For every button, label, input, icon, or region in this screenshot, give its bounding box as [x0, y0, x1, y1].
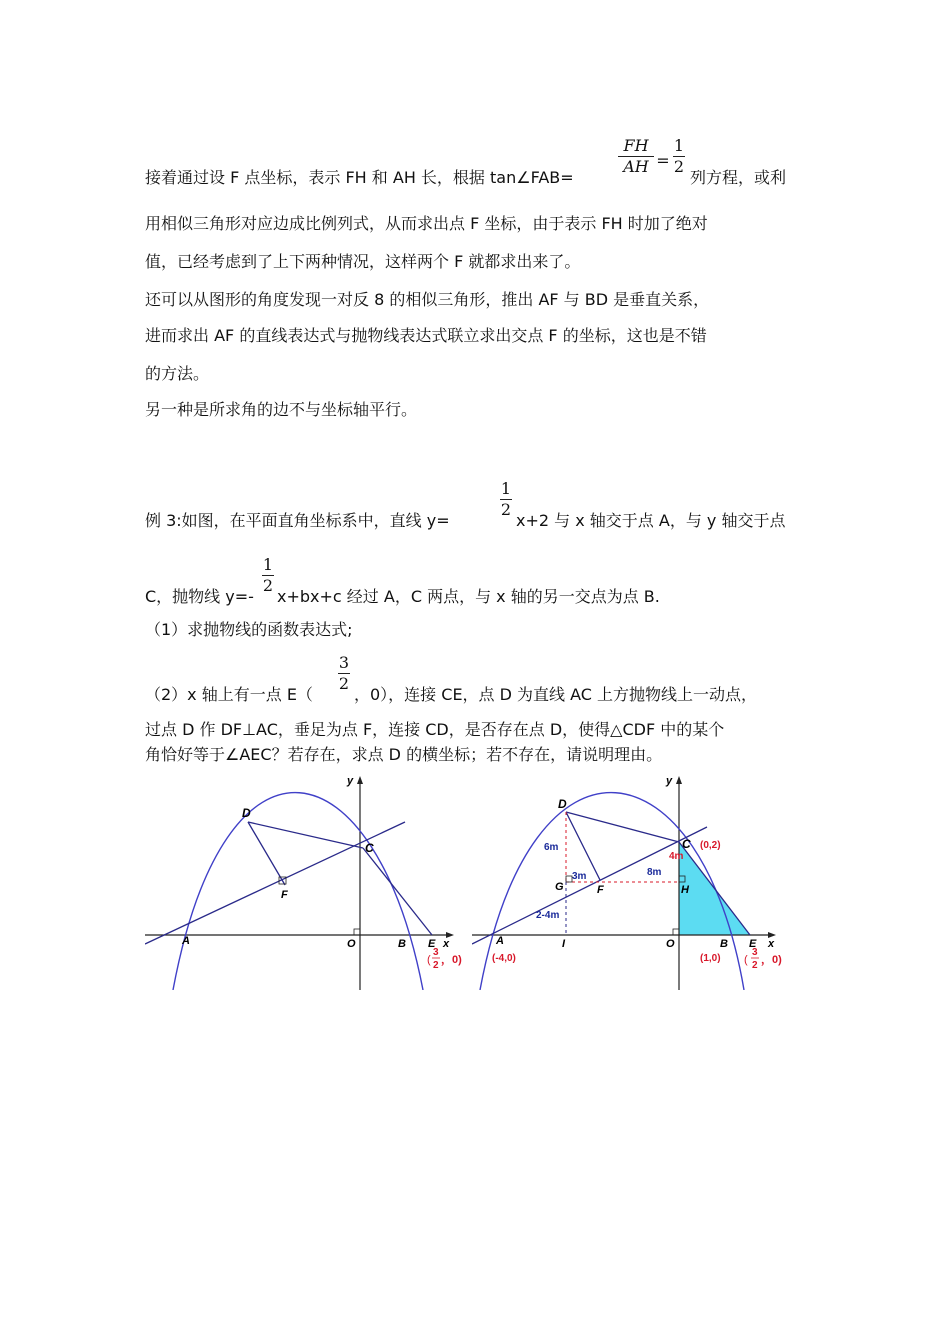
label-8m: 8m [647, 867, 662, 878]
label-2-4m: 2-4m [536, 910, 560, 921]
fraction-fh-ah [618, 137, 654, 176]
label-a: A [496, 935, 504, 947]
label-x: x [443, 938, 450, 950]
para2-line3: 的方法。 [145, 364, 210, 383]
question-1: （1）求抛物线的函数表达式; [145, 620, 353, 639]
label-b: B [398, 938, 406, 950]
label-g: G [555, 881, 564, 893]
para1-line3: 值，已经考虑到了上下两种情况，这样两个 F 就都求出来了。 [145, 252, 581, 271]
question-2-pre: （2）x 轴上有一点 E（ [145, 685, 313, 704]
label-e-num: 3 [752, 947, 758, 958]
figure-1 [145, 772, 475, 990]
example-line2-pre: C，抛物线 y=- [145, 587, 254, 606]
example-line1-post: x+2 与 x 轴交于点 A，与 y 轴交于点 [516, 511, 786, 530]
parabola-curve [173, 793, 423, 990]
label-e-den: 2 [433, 960, 439, 971]
label-e: E [749, 938, 757, 950]
example-line2-post: x+bx+c 经过 A，C 两点，与 x 轴的另一交点为点 B. [277, 587, 660, 606]
label-f: F [281, 889, 288, 901]
label-6m: 6m [544, 842, 559, 853]
segment-df [248, 822, 285, 885]
label-h: H [681, 884, 689, 896]
label-3m: 3m [572, 871, 587, 882]
para3-line1: 另一种是所求角的边不与坐标轴平行。 [145, 400, 418, 419]
fraction-denominator: 2 [500, 500, 512, 519]
fraction-q2 [338, 654, 350, 693]
fraction-denominator: 2 [338, 674, 350, 693]
para1-line1-post: 列方程，或利 [690, 168, 787, 187]
fraction-numerator: FH [623, 136, 649, 155]
fraction-denominator: 2 [262, 576, 274, 595]
question-2-line2: 过点 D 作 DF⊥AC，垂足为点 F，连接 CD，是否存在点 D，使得△CDF 中的某个 [145, 720, 725, 739]
fraction-numerator: 3 [338, 653, 350, 672]
fraction-denominator: AH [623, 157, 649, 176]
label-e-open: ( [427, 954, 431, 966]
label-d: D [242, 806, 251, 820]
label-f: F [597, 884, 604, 896]
fraction-eq [656, 152, 670, 170]
label-b-coord: (1,0) [700, 953, 721, 964]
right-angle-mark-o [354, 929, 360, 935]
label-e-zero: ，0) [761, 954, 782, 966]
para2-line1: 还可以从图形的角度发现一对反 8 的相似三角形，推出 AF 与 BD 是垂直关系， [145, 290, 710, 309]
segment-dc [248, 822, 363, 848]
label-i: I [562, 938, 566, 950]
label-y: y [347, 775, 354, 787]
fraction-one-half [673, 137, 685, 176]
label-4m: 4m [669, 851, 684, 862]
label-y: y [666, 775, 673, 787]
y-axis-arrow [676, 776, 682, 784]
example-line1-pre: 例 3:如图，在平面直角坐标系中，直线 y= [145, 511, 450, 530]
label-c-coord: (0,2) [700, 840, 721, 851]
fraction-numerator: 1 [673, 136, 685, 155]
label-b: B [720, 938, 728, 950]
label-c: C [365, 841, 374, 855]
fraction-numerator: 1 [500, 479, 512, 498]
figure-2 [472, 772, 802, 990]
question-2-line3: 角恰好等于∠AEC？若存在，求点 D 的横坐标；若不存在，请说明理由。 [145, 745, 663, 764]
label-e-open: ( [744, 954, 748, 966]
label-e: E [428, 938, 436, 950]
label-e-den: 2 [752, 960, 758, 971]
fraction-denominator: 2 [673, 157, 685, 176]
label-e-num: 3 [433, 947, 439, 958]
para1-line2: 用相似三角形对应边成比例列式，从而求出点 F 坐标，由于表示 FH 时加了绝对 [145, 214, 708, 233]
segment-ce [363, 848, 432, 935]
fraction-ex-l2 [262, 556, 274, 595]
fraction-numerator: 1 [262, 555, 274, 574]
y-axis-arrow [357, 776, 363, 784]
fraction-ex-l1 [500, 480, 512, 519]
segment-df [566, 812, 600, 880]
label-o: O [666, 938, 675, 950]
equals-sign: = [656, 151, 670, 170]
label-c: C [682, 837, 691, 851]
right-angle-mark-o [673, 929, 679, 935]
label-x: x [768, 938, 775, 950]
label-a-coord: (-4,0) [492, 953, 516, 964]
segment-dc [566, 812, 679, 842]
question-2-post: ，0），连接 CE，点 D 为直线 AC 上方抛物线上一动点， [354, 685, 758, 704]
label-a: A [182, 935, 190, 947]
label-e-zero: ，0) [441, 954, 462, 966]
para1-line1-pre: 接着通过设 F 点坐标，表示 FH 和 AH 长，根据 tan∠FAB= [145, 168, 574, 187]
line-ac [472, 827, 707, 944]
label-d: D [558, 797, 567, 811]
para2-line2: 进而求出 AF 的直线表达式与抛物线表达式联立求出交点 F 的坐标，这也是不错 [145, 326, 707, 345]
label-o: O [347, 938, 356, 950]
